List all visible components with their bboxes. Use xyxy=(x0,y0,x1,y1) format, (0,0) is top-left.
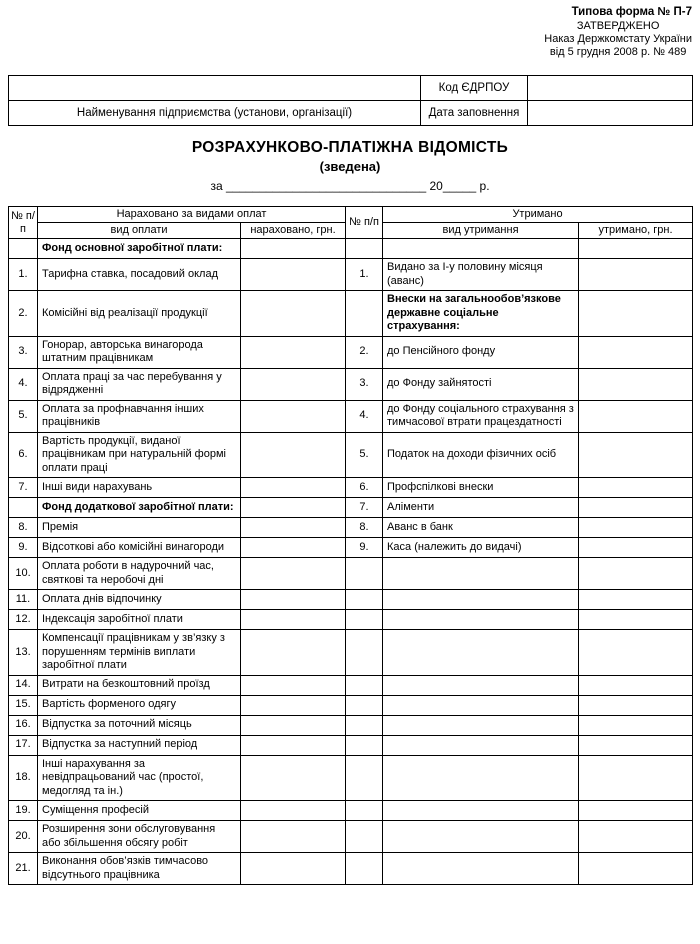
payment-type-cell: Оплата за профнавчання інших працівників xyxy=(38,400,241,432)
left-row-number: 13. xyxy=(9,630,38,676)
left-row-number: 17. xyxy=(9,735,38,755)
withholding-type-cell xyxy=(383,715,579,735)
table-row xyxy=(9,610,693,630)
withheld-amount-cell xyxy=(579,432,693,478)
right-row-number xyxy=(346,715,383,735)
left-row-number: 2. xyxy=(9,291,38,337)
accrued-amount-cell xyxy=(241,853,346,885)
withholding-type-cell xyxy=(383,755,579,801)
col-header-accrued-amount: нараховано, грн. xyxy=(241,223,346,239)
withholding-type-cell: Каса (належить до видачі) xyxy=(383,538,579,558)
left-row-number: 14. xyxy=(9,675,38,695)
withholding-type-cell xyxy=(383,695,579,715)
table-row xyxy=(9,478,693,498)
withholding-type-cell: Аліменти xyxy=(383,498,579,518)
accrued-amount-cell xyxy=(241,735,346,755)
left-row-number: 10. xyxy=(9,558,38,590)
left-row-number: 21. xyxy=(9,853,38,885)
payment-type-cell: Відпустка за поточний місяць xyxy=(38,715,241,735)
form-number: Типова форма № П-7 xyxy=(571,6,692,18)
withheld-amount-cell xyxy=(579,755,693,801)
accrued-amount-cell xyxy=(241,610,346,630)
accrued-amount-cell xyxy=(241,336,346,368)
payment-type-cell: Гонорар, авторська винагорода штатним працівникам xyxy=(38,336,241,368)
withheld-amount-cell xyxy=(579,630,693,676)
accrued-amount-cell xyxy=(241,755,346,801)
withholding-type-cell xyxy=(383,675,579,695)
right-row-number xyxy=(346,630,383,676)
table-row xyxy=(9,853,693,885)
table-row xyxy=(9,715,693,735)
payment-type-cell: Тарифна ставка, посадовий оклад xyxy=(38,259,241,291)
approval-order: Наказ Держкомстату України xyxy=(544,33,692,45)
right-row-number xyxy=(346,610,383,630)
table-row xyxy=(9,498,693,518)
col-header-num-left: № п/п xyxy=(9,207,38,239)
accrued-amount-cell xyxy=(241,630,346,676)
col-header-withheld-group: Утримано xyxy=(383,207,693,223)
table-row xyxy=(9,336,693,368)
withholding-type-cell xyxy=(383,801,579,821)
org-name-label-cell: Найменування підприємства (установи, організації) xyxy=(9,101,421,126)
payment-type-cell: Інші види нарахувань xyxy=(38,478,241,498)
withheld-amount-cell xyxy=(579,715,693,735)
accrued-amount-cell xyxy=(241,400,346,432)
withheld-amount-cell xyxy=(579,821,693,853)
withholding-type-cell: Аванс в банк xyxy=(383,518,579,538)
header-requisites-table xyxy=(8,75,693,126)
payment-type-cell: Індексація заробітної плати xyxy=(38,610,241,630)
withheld-amount-cell xyxy=(579,498,693,518)
left-row-number: 20. xyxy=(9,821,38,853)
table-row xyxy=(9,801,693,821)
table-row xyxy=(9,630,693,676)
accrued-amount-cell xyxy=(241,518,346,538)
accrued-amount-cell xyxy=(241,259,346,291)
table-row xyxy=(9,432,693,478)
left-row-number xyxy=(9,498,38,518)
payroll-table xyxy=(8,206,693,885)
right-row-number: 9. xyxy=(346,538,383,558)
right-row-number xyxy=(346,755,383,801)
withholding-type-cell: Видано за І-у половину місяця (аванс) xyxy=(383,259,579,291)
approved-label: ЗАТВЕРДЖЕНО xyxy=(576,20,660,32)
right-row-number: 7. xyxy=(346,498,383,518)
payment-type-cell: Премія xyxy=(38,518,241,538)
right-row-number: 6. xyxy=(346,478,383,498)
left-row-number: 12. xyxy=(9,610,38,630)
left-row-number: 6. xyxy=(9,432,38,478)
accrued-amount-cell xyxy=(241,478,346,498)
table-row xyxy=(9,590,693,610)
col-header-accrued-group: Нараховано за видами оплат xyxy=(38,207,346,223)
table-row xyxy=(9,259,693,291)
withheld-amount-cell xyxy=(579,400,693,432)
withholding-type-cell: Податок на доходи фізичних осіб xyxy=(383,432,579,478)
withheld-amount-cell xyxy=(579,518,693,538)
right-row-number: 4. xyxy=(346,400,383,432)
withheld-amount-cell xyxy=(579,695,693,715)
left-row-number: 18. xyxy=(9,755,38,801)
left-row-number: 1. xyxy=(9,259,38,291)
payment-type-cell: Оплата праці за час перебування у відрядженні xyxy=(38,368,241,400)
left-row-number: 4. xyxy=(9,368,38,400)
withholding-type-cell: до Пенсійного фонду xyxy=(383,336,579,368)
header-table-row xyxy=(9,76,693,101)
right-row-number: 2. xyxy=(346,336,383,368)
accrued-amount-cell xyxy=(241,291,346,337)
accrued-amount-cell xyxy=(241,558,346,590)
table-row xyxy=(9,538,693,558)
accrued-amount-cell xyxy=(241,432,346,478)
left-row-number: 8. xyxy=(9,518,38,538)
payment-type-cell: Оплата роботи в надурочний час, святкові та неробочі дні xyxy=(38,558,241,590)
withholding-type-cell: Внески на загальнообов’язкове державне соціальне страхування: xyxy=(383,291,579,337)
right-row-number: 5. xyxy=(346,432,383,478)
right-row-number xyxy=(346,735,383,755)
withholding-type-cell xyxy=(383,590,579,610)
withheld-amount-cell xyxy=(579,675,693,695)
payment-type-cell: Комісійні від реалізації продукції xyxy=(38,291,241,337)
payment-type-cell: Суміщення професій xyxy=(38,801,241,821)
accrued-amount-cell xyxy=(241,675,346,695)
right-row-number xyxy=(346,695,383,715)
document-subtitle: (зведена) xyxy=(319,159,381,174)
payment-type-cell: Відпустка за наступний період xyxy=(38,735,241,755)
withheld-amount-cell xyxy=(579,590,693,610)
withholding-type-cell xyxy=(383,610,579,630)
withheld-amount-cell xyxy=(579,239,693,259)
withheld-amount-cell xyxy=(579,558,693,590)
table-row xyxy=(9,755,693,801)
accrued-amount-cell xyxy=(241,821,346,853)
payment-type-cell: Фонд додаткової заробітної плати: xyxy=(38,498,241,518)
withholding-type-cell: Профспілкові внески xyxy=(383,478,579,498)
withheld-amount-cell xyxy=(579,336,693,368)
right-row-number xyxy=(346,801,383,821)
payment-type-cell: Вартість форменого одягу xyxy=(38,695,241,715)
payment-type-cell: Компенсації працівникам у зв’язку з порушенням термінів виплати заробітної плати xyxy=(38,630,241,676)
table-row xyxy=(9,675,693,695)
right-row-number xyxy=(346,590,383,610)
withholding-type-cell xyxy=(383,239,579,259)
withheld-amount-cell xyxy=(579,610,693,630)
right-row-number xyxy=(346,239,383,259)
fill-date-value-cell xyxy=(528,101,693,126)
col-header-withholding-type: вид утримання xyxy=(383,223,579,239)
right-row-number xyxy=(346,821,383,853)
edrpou-value-cell xyxy=(528,76,693,101)
right-row-number xyxy=(346,291,383,337)
document-title-block xyxy=(8,138,692,194)
left-row-number: 3. xyxy=(9,336,38,368)
withholding-type-cell xyxy=(383,558,579,590)
accrued-amount-cell xyxy=(241,239,346,259)
table-row xyxy=(9,291,693,337)
approval-order-date: від 5 грудня 2008 р. № 489 xyxy=(549,46,687,58)
document-title: РОЗРАХУНКОВО-ПЛАТІЖНА ВІДОМІСТЬ xyxy=(191,139,509,156)
left-row-number: 9. xyxy=(9,538,38,558)
withheld-amount-cell xyxy=(579,853,693,885)
accrued-amount-cell xyxy=(241,801,346,821)
period-line: за ______________________________ 20_____ р. xyxy=(210,179,490,193)
withholding-type-cell xyxy=(383,735,579,755)
left-row-number: 19. xyxy=(9,801,38,821)
right-row-number: 3. xyxy=(346,368,383,400)
table-row xyxy=(9,735,693,755)
edrpou-label-cell: Код ЄДРПОУ xyxy=(421,76,528,101)
withheld-amount-cell xyxy=(579,368,693,400)
withheld-amount-cell xyxy=(579,478,693,498)
left-row-number: 15. xyxy=(9,695,38,715)
accrued-amount-cell xyxy=(241,695,346,715)
right-row-number xyxy=(346,675,383,695)
fill-date-label-cell: Дата заповнення xyxy=(421,101,528,126)
table-row xyxy=(9,239,693,259)
accrued-amount-cell xyxy=(241,498,346,518)
right-row-number: 8. xyxy=(346,518,383,538)
accrued-amount-cell xyxy=(241,715,346,735)
withheld-amount-cell xyxy=(579,735,693,755)
table-row xyxy=(9,558,693,590)
left-row-number: 16. xyxy=(9,715,38,735)
payment-type-cell: Витрати на безкоштовний проїзд xyxy=(38,675,241,695)
payment-type-cell: Фонд основної заробітної плати: xyxy=(38,239,241,259)
table-header-row xyxy=(9,207,693,223)
withheld-amount-cell xyxy=(579,801,693,821)
table-row xyxy=(9,400,693,432)
payment-type-cell: Виконання обов’язків тимчасово відсутнього працівника xyxy=(38,853,241,885)
payment-type-cell: Інші нарахування за невідпрацьований час (простої, медогляд та ін.) xyxy=(38,755,241,801)
approval-block xyxy=(544,6,692,59)
table-row xyxy=(9,695,693,715)
col-header-withheld-amount: утримано, грн. xyxy=(579,223,693,239)
accrued-amount-cell xyxy=(241,368,346,400)
left-row-number: 7. xyxy=(9,478,38,498)
withheld-amount-cell xyxy=(579,538,693,558)
table-row xyxy=(9,518,693,538)
header-table-row xyxy=(9,101,693,126)
payment-type-cell: Відсоткові або комісійні винагороди xyxy=(38,538,241,558)
org-name-spacer-cell xyxy=(9,76,421,101)
accrued-amount-cell xyxy=(241,538,346,558)
withholding-type-cell: до Фонду соціального страхування з тимчасової втрати працездатності xyxy=(383,400,579,432)
left-row-number: 11. xyxy=(9,590,38,610)
withholding-type-cell: до Фонду зайнятості xyxy=(383,368,579,400)
withholding-type-cell xyxy=(383,630,579,676)
withheld-amount-cell xyxy=(579,259,693,291)
left-row-number: 5. xyxy=(9,400,38,432)
left-row-number xyxy=(9,239,38,259)
withholding-type-cell xyxy=(383,821,579,853)
right-row-number xyxy=(346,853,383,885)
withholding-type-cell xyxy=(383,853,579,885)
table-row xyxy=(9,821,693,853)
payment-type-cell: Вартість продукції, виданої працівникам при натуральній формі оплати праці xyxy=(38,432,241,478)
accrued-amount-cell xyxy=(241,590,346,610)
table-row xyxy=(9,368,693,400)
right-row-number: 1. xyxy=(346,259,383,291)
col-header-num-right: № п/п xyxy=(346,207,383,239)
payment-type-cell: Розширення зони обслуговування або збільшення обсягу робіт xyxy=(38,821,241,853)
payment-type-cell: Оплата днів відпочинку xyxy=(38,590,241,610)
withheld-amount-cell xyxy=(579,291,693,337)
col-header-payment-type: вид оплати xyxy=(38,223,241,239)
right-row-number xyxy=(346,558,383,590)
